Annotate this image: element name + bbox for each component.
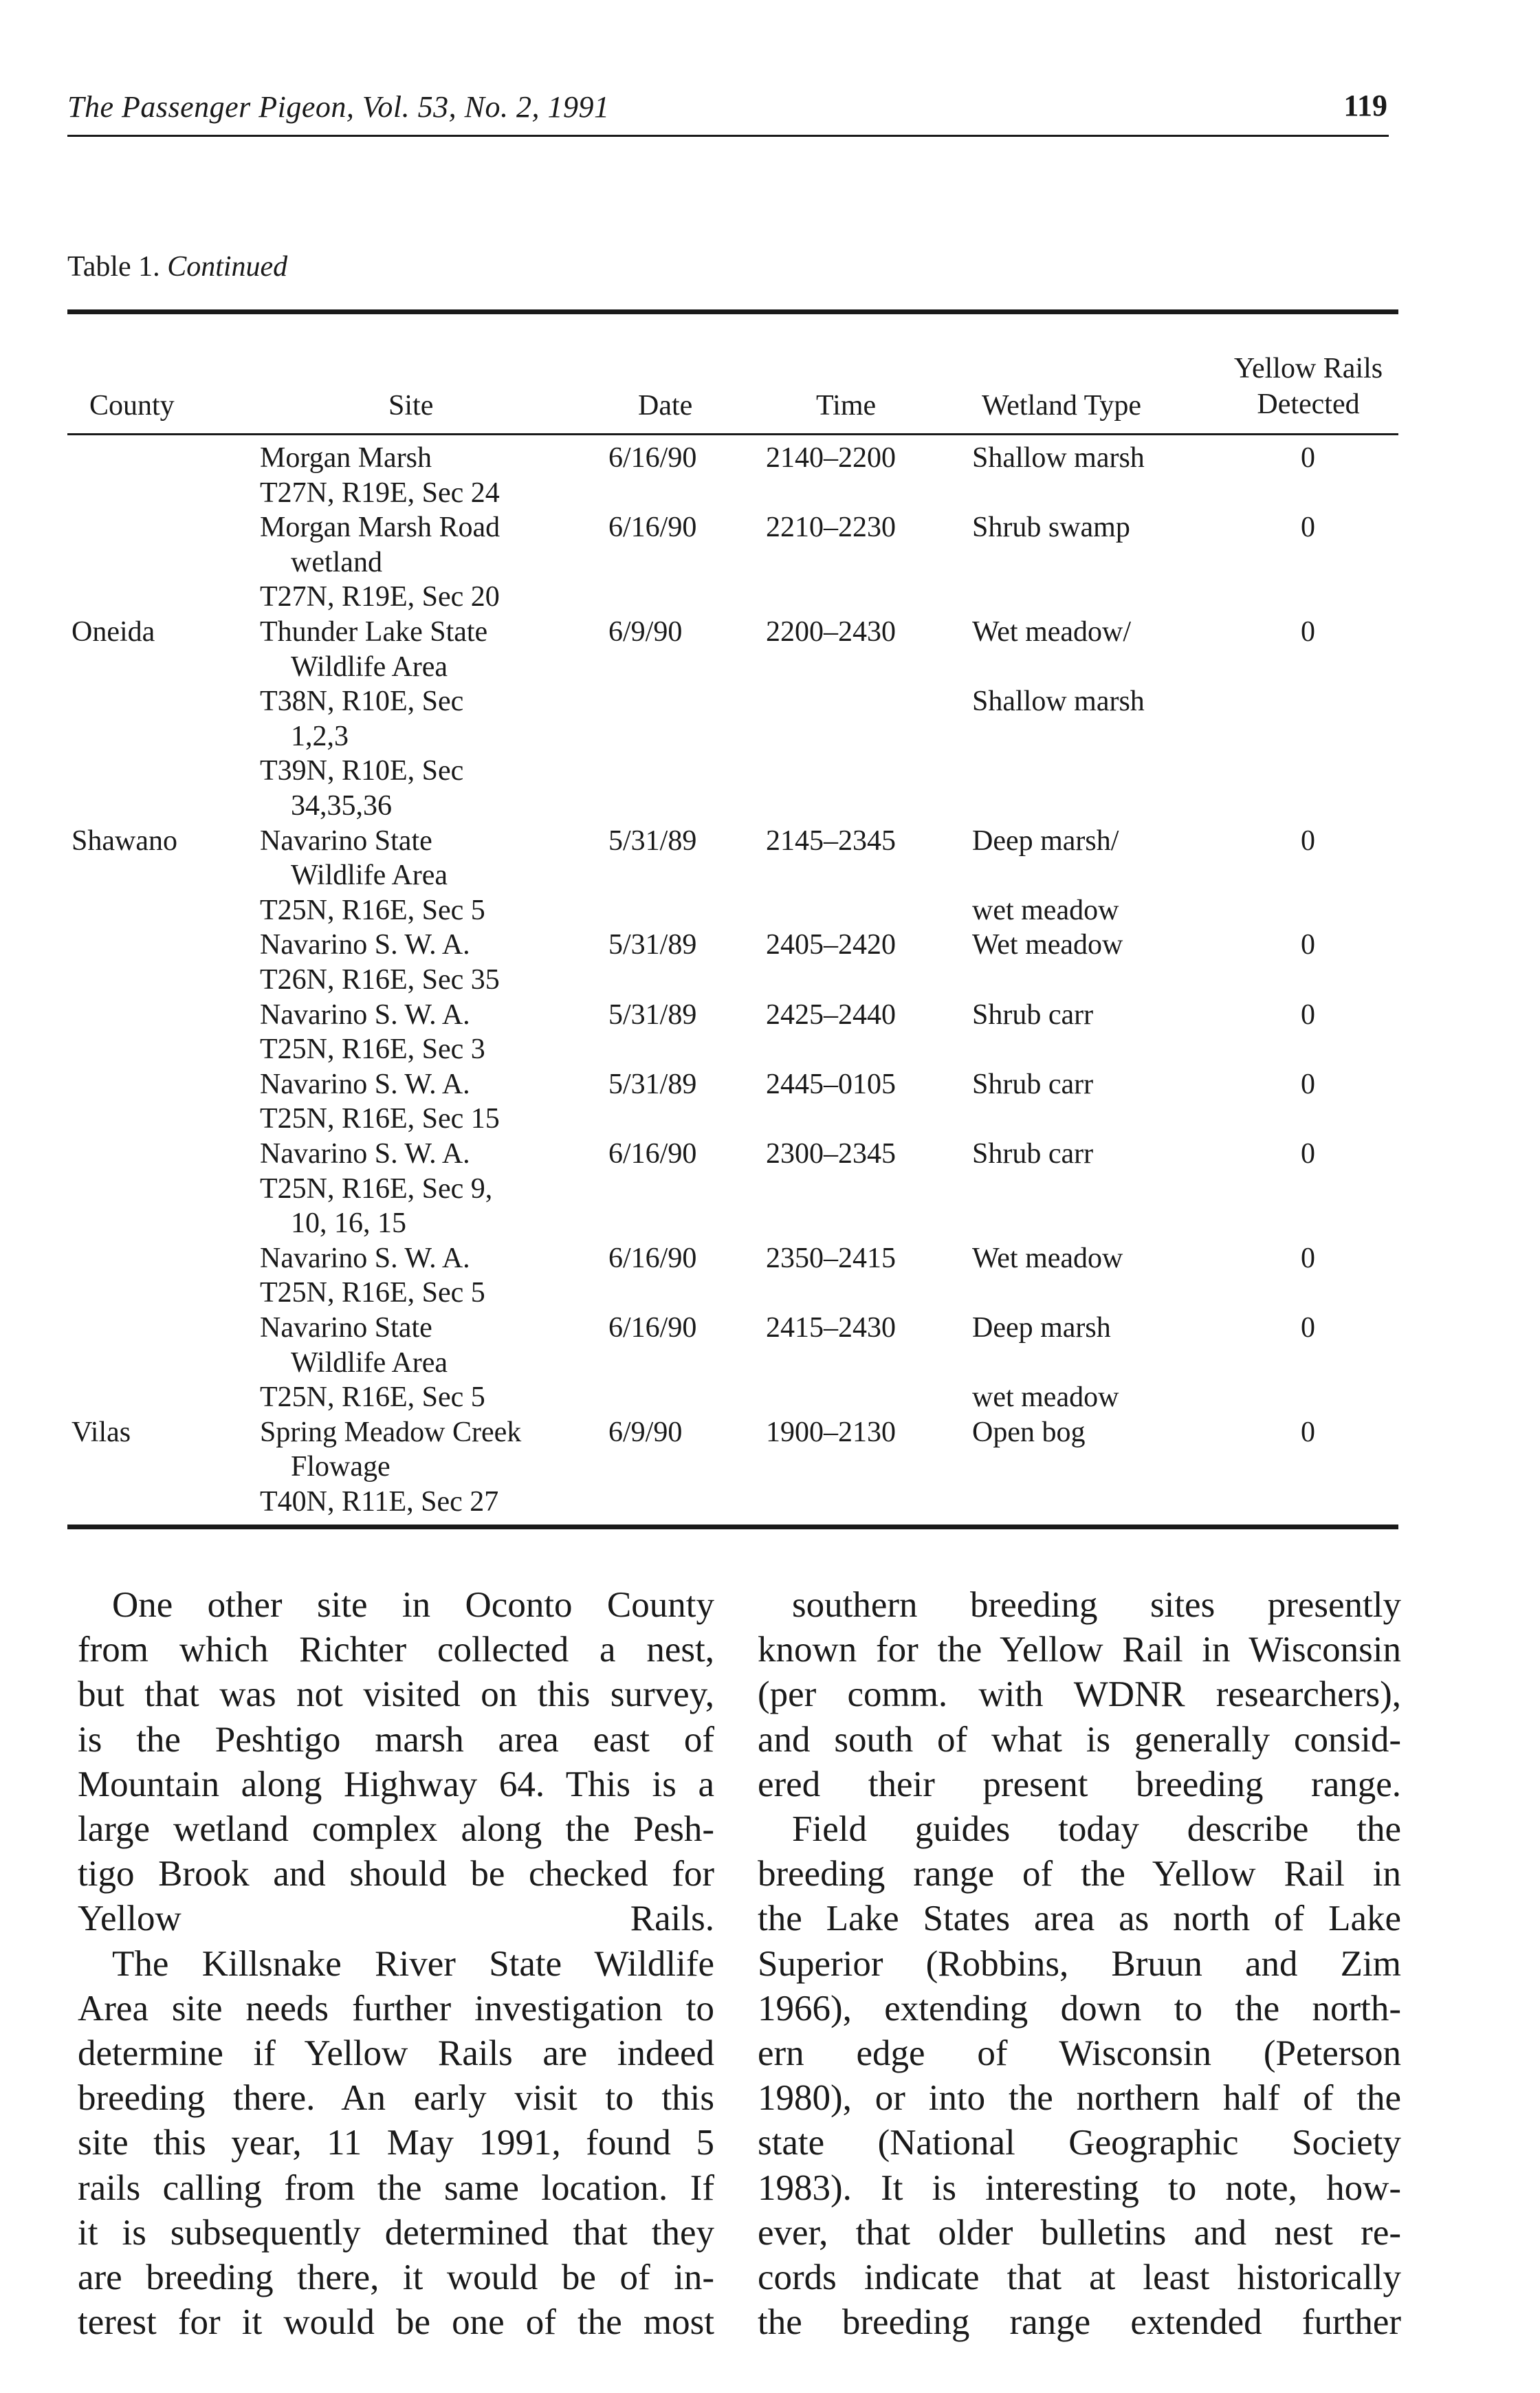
site-cell-line: Morgan Marsh Road (260, 512, 500, 544)
wetland-cell-line: wet meadow (972, 894, 1119, 926)
site-cell-line: T25N, R16E, Sec 9, (260, 1172, 493, 1205)
time-cell: 2300–2345 (766, 1138, 896, 1170)
table-bottom-rule (67, 1525, 1398, 1529)
text-line: Mountain along Highway 64. This is a (78, 1764, 714, 1804)
table-header-rule (67, 433, 1398, 435)
col-head-detected: Detected (1257, 389, 1360, 420)
time-cell: 2145–2345 (766, 824, 896, 857)
rails-detected-cell: 0 (1301, 998, 1315, 1031)
date-cell: 5/31/89 (608, 824, 697, 857)
county-cell: Vilas (72, 1416, 131, 1448)
site-cell-line: 34,35,36 (291, 790, 392, 822)
site-cell-line: Spring Meadow Creek (260, 1416, 522, 1448)
text-line: breeding range of the Yellow Rail in (758, 1854, 1401, 1894)
site-cell-line: Navarino S. W. A. (260, 998, 470, 1031)
table-caption-suffix: Continued (167, 251, 288, 283)
rails-detected-cell: 0 (1301, 1138, 1315, 1170)
text-line: ered their present breeding range. (758, 1764, 1401, 1804)
site-cell-line: wetland (291, 546, 382, 578)
text-line: 1983). It is interesting to note, how- (758, 2167, 1401, 2208)
text-line: (per comm. with WDNR researchers), (758, 1674, 1401, 1715)
site-cell-line: 10, 16, 15 (291, 1208, 406, 1240)
col-head-county: County (89, 390, 175, 422)
site-cell-line: Morgan Marsh (260, 442, 432, 474)
text-line: terest for it would be one of the most (78, 2302, 714, 2343)
col-head-wetland-type: Wetland Type (982, 390, 1142, 422)
table-top-rule (67, 309, 1398, 314)
site-cell-line: Navarino State (260, 824, 432, 857)
site-cell-line: Navarino S. W. A. (260, 1068, 470, 1100)
text-line: southern breeding sites presently (792, 1585, 1401, 1625)
site-cell-line: Wildlife Area (291, 860, 448, 892)
rails-detected-cell: 0 (1301, 929, 1315, 961)
text-line: The Killsnake River State Wildlife (112, 1943, 714, 1984)
time-cell: 1900–2130 (766, 1416, 896, 1448)
wetland-cell-line: Deep marsh (972, 1312, 1111, 1344)
site-cell-line: T38N, R10E, Sec (260, 686, 464, 718)
text-line: state (National Geographic Society (758, 2123, 1401, 2163)
site-cell-line: T25N, R16E, Sec 5 (260, 1277, 485, 1309)
text-line: 1966), extending down to the north- (758, 1988, 1401, 2029)
text-line: is the Peshtigo marsh area east of (78, 1719, 714, 1760)
rails-detected-cell: 0 (1301, 1242, 1315, 1274)
date-cell: 5/31/89 (608, 998, 697, 1031)
text-line: tigo Brook and should be checked for (78, 1854, 714, 1894)
date-cell: 6/16/90 (608, 512, 697, 544)
site-cell-line: Navarino S. W. A. (260, 929, 470, 961)
journal-title: The Passenger Pigeon, Vol. 53, No. 2, 1991 (67, 90, 610, 124)
rails-detected-cell: 0 (1301, 512, 1315, 544)
time-cell: 2140–2200 (766, 442, 896, 474)
text-line: Field guides today describe the (792, 1809, 1401, 1850)
date-cell: 6/16/90 (608, 1242, 697, 1274)
text-line: site this year, 11 May 1991, found 5 (78, 2123, 714, 2163)
paragraph (78, 1942, 714, 2346)
text-line: it is subsequently determined that they (78, 2212, 714, 2253)
site-cell-line: Wildlife Area (291, 1346, 448, 1379)
col-head-site: Site (388, 390, 434, 422)
site-cell-line: Wildlife Area (291, 651, 448, 683)
date-cell: 6/9/90 (608, 1416, 683, 1448)
site-cell-line: Thunder Lake State (260, 616, 488, 648)
wetland-cell-line: Deep marsh/ (972, 824, 1119, 857)
paragraph (758, 1807, 1401, 2345)
text-line: breeding there. An early visit to this (78, 2078, 714, 2119)
site-cell-line: T26N, R16E, Sec 35 (260, 964, 500, 996)
time-cell: 2210–2230 (766, 512, 896, 544)
rails-detected-cell: 0 (1301, 616, 1315, 648)
text-line: One other site in Oconto County (112, 1585, 714, 1625)
wetland-cell-line: Shrub carr (972, 998, 1094, 1031)
rails-detected-cell: 0 (1301, 1416, 1315, 1448)
text-line: Area site needs further investigation to (78, 1988, 714, 2029)
paragraph (758, 1583, 1401, 1807)
rails-detected-cell: 0 (1301, 442, 1315, 474)
text-line: the breeding range extended further (758, 2302, 1401, 2343)
text-line: cords indicate that at least historically (758, 2258, 1401, 2298)
site-cell-line: T25N, R16E, Sec 3 (260, 1034, 485, 1066)
col-head-time: Time (816, 390, 877, 422)
text-line: are breeding there, it would be of in- (78, 2258, 714, 2298)
text-line: Superior (Robbins, Bruun and Zim (758, 1943, 1401, 1984)
date-cell: 5/31/89 (608, 1068, 697, 1100)
text-line: known for the Yellow Rail in Wisconsin (758, 1630, 1401, 1670)
time-cell: 2415–2430 (766, 1312, 896, 1344)
site-cell-line: Navarino State (260, 1312, 432, 1344)
site-cell-line: T27N, R19E, Sec 24 (260, 477, 500, 509)
wetland-cell-line: Wet meadow (972, 1242, 1123, 1274)
col-head-yellow-rails: Yellow Rails (1233, 353, 1383, 384)
text-line: ern edge of Wisconsin (Peterson (758, 2033, 1401, 2074)
time-cell: 2405–2420 (766, 929, 896, 961)
site-cell-line: T39N, R10E, Sec (260, 755, 464, 787)
wetland-cell-line: wet meadow (972, 1381, 1119, 1414)
site-cell-line: T27N, R19E, Sec 20 (260, 581, 500, 613)
county-cell: Oneida (72, 616, 155, 648)
text-line: from which Richter collected a nest, (78, 1630, 714, 1670)
table-caption-label: Table 1. (67, 251, 160, 283)
wetland-cell-line: Open bog (972, 1416, 1086, 1448)
text-line: ever, that older bulletins and nest re- (758, 2212, 1401, 2253)
page-number: 119 (1343, 89, 1387, 122)
text-line: large wetland complex along the Pesh- (78, 1809, 714, 1850)
paragraph (78, 1583, 714, 1942)
text-line: Yellow Rails. (78, 1899, 714, 1939)
date-cell: 6/16/90 (608, 442, 697, 474)
site-cell-line: T25N, R16E, Sec 5 (260, 1381, 485, 1414)
text-line: and south of what is generally consid- (758, 1719, 1401, 1760)
text-line: rails calling from the same location. If (78, 2167, 714, 2208)
date-cell: 6/16/90 (608, 1138, 697, 1170)
date-cell: 6/9/90 (608, 616, 683, 648)
text-line: the Lake States area as north of Lake (758, 1899, 1401, 1939)
site-cell-line: Navarino S. W. A. (260, 1138, 470, 1170)
text-line: but that was not visited on this survey, (78, 1674, 714, 1715)
date-cell: 5/31/89 (608, 929, 697, 961)
text-line: determine if Yellow Rails are indeed (78, 2033, 714, 2074)
table-caption (67, 250, 287, 283)
time-cell: 2200–2430 (766, 616, 896, 648)
text-line: 1980), or into the northern half of the (758, 2078, 1401, 2119)
header-rule (67, 135, 1389, 137)
rails-detected-cell: 0 (1301, 824, 1315, 857)
wetland-cell-line: Wet meadow (972, 929, 1123, 961)
county-cell: Shawano (72, 824, 177, 857)
wetland-cell-line: Shrub carr (972, 1068, 1094, 1100)
site-cell-line: T25N, R16E, Sec 5 (260, 894, 485, 926)
col-head-date: Date (638, 390, 693, 422)
wetland-cell-line: Wet meadow/ (972, 616, 1132, 648)
date-cell: 6/16/90 (608, 1312, 697, 1344)
site-cell-line: T40N, R11E, Sec 27 (260, 1486, 499, 1518)
time-cell: 2350–2415 (766, 1242, 896, 1274)
site-cell-line: Navarino S. W. A. (260, 1242, 470, 1274)
time-cell: 2425–2440 (766, 998, 896, 1031)
body-left-column (78, 1583, 714, 2345)
wetland-cell-line: Shrub carr (972, 1138, 1094, 1170)
site-cell-line: T25N, R16E, Sec 15 (260, 1103, 500, 1135)
wetland-cell-line: Shrub swamp (972, 512, 1130, 544)
site-cell-line: Flowage (291, 1451, 390, 1483)
rails-detected-cell: 0 (1301, 1312, 1315, 1344)
rails-detected-cell: 0 (1301, 1068, 1315, 1100)
time-cell: 2445–0105 (766, 1068, 896, 1100)
body-right-column (758, 1583, 1401, 2345)
wetland-cell-line: Shallow marsh (972, 442, 1145, 474)
wetland-cell-line: Shallow marsh (972, 686, 1145, 718)
site-cell-line: 1,2,3 (291, 720, 349, 752)
